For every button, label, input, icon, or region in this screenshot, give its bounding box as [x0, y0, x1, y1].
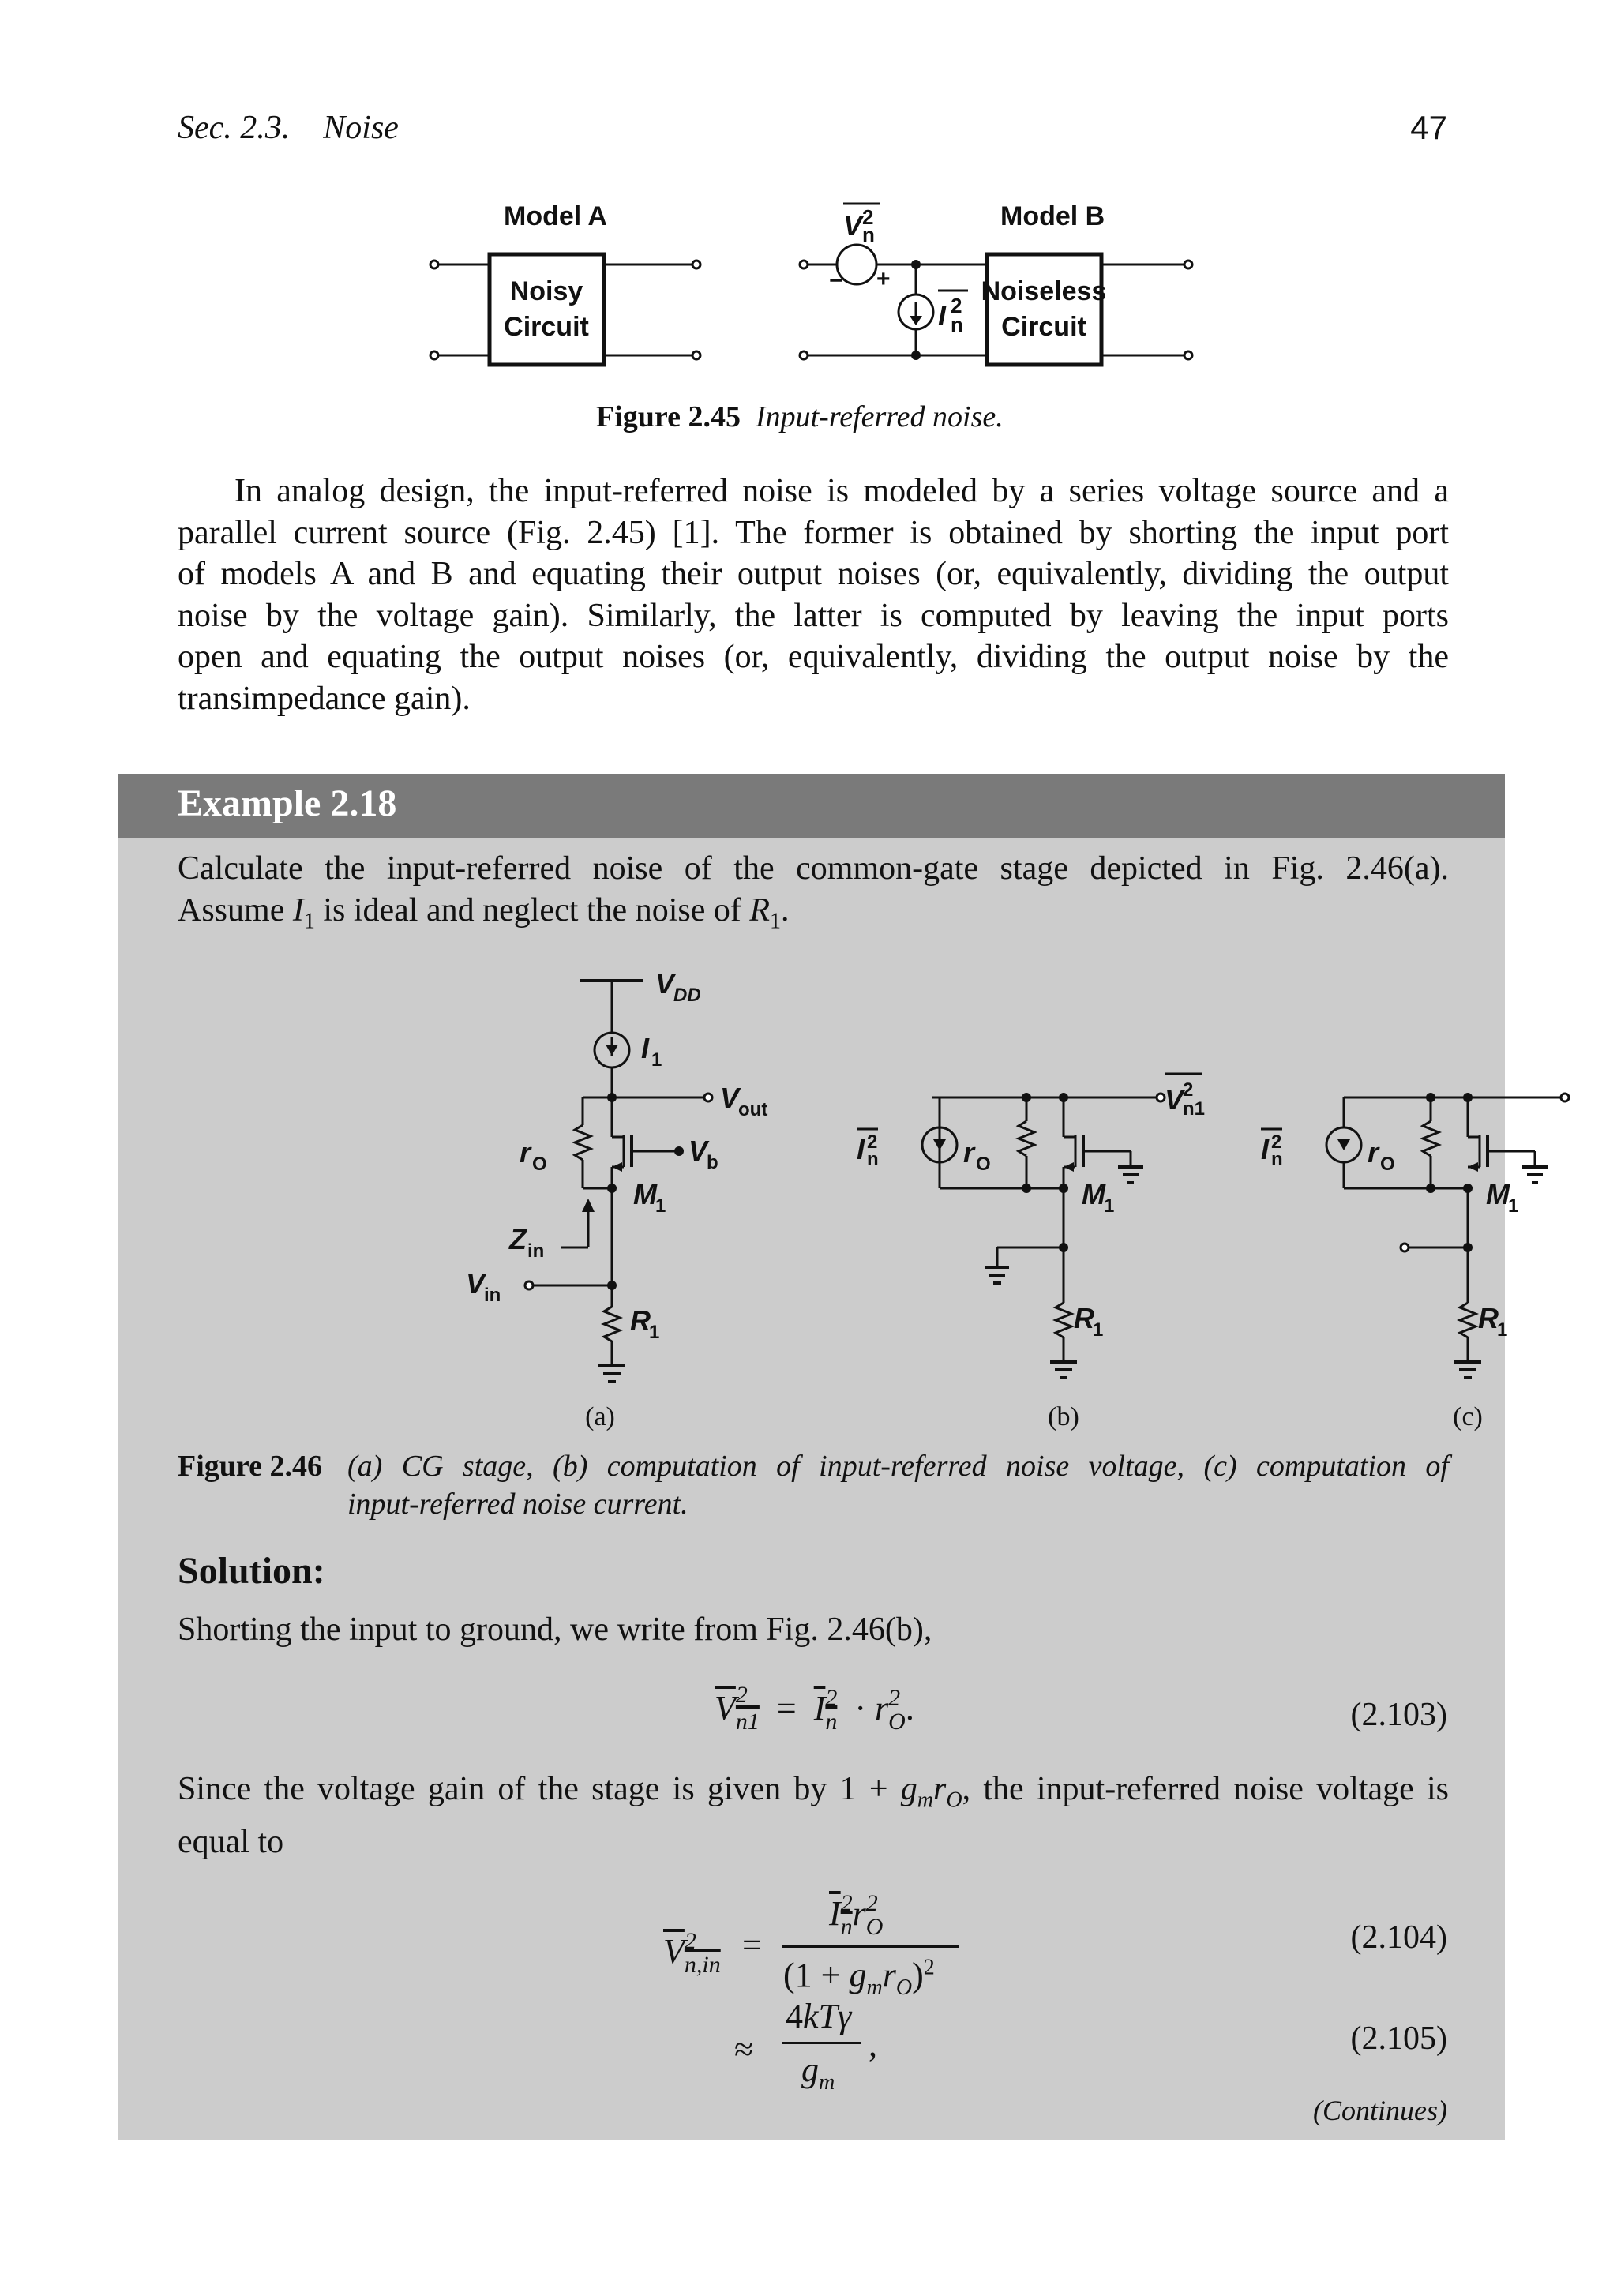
zin-sub: in	[527, 1240, 545, 1262]
figure-2-45-caption	[596, 400, 1004, 434]
in-label-b: I	[857, 1133, 865, 1165]
r1-sub-b: 1	[1093, 1319, 1104, 1341]
r1-sub: 1	[649, 1322, 660, 1343]
vb-label: V	[688, 1135, 708, 1167]
figure-2-46-diagram	[229, 955, 1519, 1445]
paragraph-line: noise by the voltage gain). Similarly, the latter is computed by leaving the input ports	[178, 597, 1449, 634]
equation-2-103: V 2 n1 = I 2 n · r 2 O.	[715, 1682, 914, 1735]
m1-sub: 1	[655, 1195, 666, 1217]
ro-sub-c: O	[1380, 1154, 1395, 1175]
page-number: 47	[1410, 109, 1447, 146]
caption-line2: input-referred noise current.	[347, 1488, 688, 1521]
m1-label-b: M	[1082, 1178, 1105, 1210]
eq-number-105: (2.105)	[1350, 2020, 1447, 2057]
paragraph-line: parallel current source (Fig. 2.45) [1]. The former is obtained by shorting the input port	[178, 514, 1449, 551]
vdd-label: V	[655, 967, 675, 1000]
noisy-box-line2: Circuit	[504, 312, 589, 342]
m1-sub-b: 1	[1104, 1195, 1115, 1217]
subfig-label-b: (b)	[1048, 1402, 1079, 1431]
in-sq: 2	[951, 294, 962, 317]
m1-sub-c: 1	[1508, 1195, 1519, 1217]
vn-label: V	[843, 209, 863, 242]
solution-line1: Shorting the input to ground, we write from Fig. 2.46(b),	[178, 1611, 932, 1648]
eq-number-104: (2.104)	[1350, 1919, 1447, 1956]
caption-number-2-46: Figure 2.46	[178, 1450, 322, 1483]
example-problem	[178, 848, 1449, 942]
in-sub-c: n	[1271, 1149, 1283, 1170]
vin-sub: in	[484, 1285, 501, 1306]
ro-sub: O	[532, 1154, 547, 1175]
vin-label: V	[466, 1267, 486, 1300]
vn1-sub: n1	[1183, 1098, 1206, 1120]
vn1-sq: 2	[1183, 1079, 1194, 1101]
ro-label-c: r	[1368, 1136, 1379, 1169]
solution-line2: Since the voltage gain of the stage is given by $1 + g_mr_O$, the input-referred noise voltage is equal to	[178, 1771, 1449, 1860]
model-b-label: Model B	[1000, 201, 1105, 231]
solution-heading: Solution:	[178, 1550, 325, 1592]
m1-label-c: M	[1486, 1178, 1510, 1210]
ro-sub-b: O	[976, 1154, 991, 1175]
problem-line2: Assume $I_1$ is ideal and neglect the noise of $R_1$.	[178, 891, 790, 933]
paragraph-line: In analog design, the input-referred noise is modeled by a series voltage source and a	[234, 473, 1449, 509]
i1-label: I	[641, 1032, 650, 1064]
paragraph-line: open and equating the output noises (or, equivalently, dividing the output noise by the	[178, 639, 1449, 675]
continues-note: (Continues)	[1313, 2095, 1447, 2126]
noiseless-box-line2: Circuit	[1001, 312, 1086, 342]
ro-label: r	[520, 1136, 531, 1169]
in-sub-b: n	[867, 1149, 879, 1170]
in-label-c: I	[1261, 1133, 1270, 1165]
vn-sq: 2	[862, 205, 874, 229]
figure-2-46-caption	[178, 1447, 1449, 1523]
equation-2-105: ≈ 4kTγ , $g_m$	[734, 1997, 877, 2095]
subfig-label-a: (a)	[585, 1402, 615, 1431]
r1-label: R	[630, 1304, 651, 1337]
vb-sub: b	[707, 1152, 718, 1173]
paragraph-input-referred	[178, 471, 1449, 719]
plus-sign: +	[876, 266, 891, 292]
noisy-box-line1: Noisy	[509, 276, 583, 306]
caption-text: Input-referred noise.	[755, 400, 1004, 433]
vout-sub: out	[738, 1099, 768, 1120]
model-a-label: Model A	[504, 201, 607, 231]
caption-line1: (a) CG stage, (b) computation of input-referred noise voltage, (c) computation of	[347, 1450, 1449, 1483]
eq-number-103: (2.103)	[1350, 1697, 1447, 1733]
r1-label-b: R	[1074, 1302, 1094, 1334]
equation-2-104: V 2 n,in = I 2 nr 2 O $(1 + g_mr_O)^2$	[663, 1893, 995, 2004]
zin-label: Z	[509, 1223, 527, 1255]
figure-2-45-diagram	[411, 189, 1240, 387]
minus-sign: −	[829, 268, 843, 294]
problem-line1: Calculate the input-referred noise of the common-gate stage depicted in Fig. 2.46(a).	[178, 850, 1449, 887]
vn-sub: n	[862, 223, 875, 246]
vdd-sub: DD	[673, 985, 701, 1006]
m1-label: M	[633, 1178, 657, 1210]
subfig-label-c: (c)	[1453, 1402, 1483, 1431]
paragraph-line: of models A and B and equating their output noises (or, equivalently, dividing the output	[178, 556, 1449, 592]
in-label: I	[938, 299, 947, 332]
noiseless-box-line1: Noiseless	[981, 276, 1107, 306]
vn1-label: V	[1165, 1083, 1184, 1116]
r1-label-c: R	[1478, 1302, 1499, 1334]
r1-sub-c: 1	[1497, 1319, 1508, 1341]
in-sub: n	[951, 313, 963, 336]
ro-label-b: r	[963, 1136, 975, 1169]
running-header: Sec. 2.3. Noise	[178, 110, 399, 146]
i1-sub: 1	[651, 1049, 662, 1071]
caption-number: Figure 2.45	[596, 400, 741, 433]
in-sq-b: 2	[867, 1131, 878, 1153]
example-title: Example 2.18	[178, 782, 397, 824]
paragraph-line: transimpedance gain).	[178, 680, 471, 717]
in-sq-c: 2	[1271, 1131, 1282, 1153]
vout-label: V	[720, 1082, 740, 1114]
